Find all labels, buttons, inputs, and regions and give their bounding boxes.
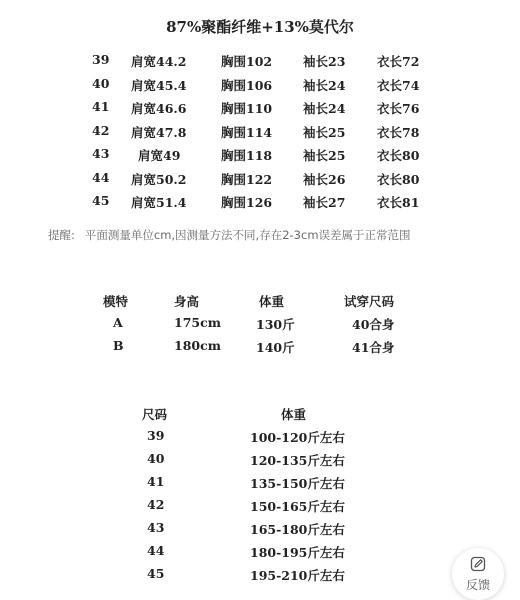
size-value: 43 — [147, 520, 165, 535]
sleeve-length: 袖长25 — [303, 148, 346, 163]
weight-range: 135-150斤左右 — [250, 476, 345, 491]
weight-range: 195-210斤左右 — [250, 568, 345, 583]
size-value: 43 — [92, 146, 110, 161]
size-value: 39 — [92, 52, 110, 67]
fit-size-header: 试穿尺码 — [344, 294, 395, 309]
size-value: 41 — [147, 474, 165, 489]
size-chart-row — [0, 52, 520, 76]
tip-text: 平面测量单位cm,因测量方法不同,存在2-3cm误差属于正常范围 — [84, 228, 411, 242]
model-fit-size: 41合身 — [352, 340, 395, 355]
weight-header: 体重 — [281, 407, 307, 422]
weight-row — [0, 451, 520, 474]
size-chart — [0, 52, 520, 217]
weight-row — [0, 474, 520, 497]
shoulder-width: 肩宽45.4 — [131, 77, 187, 93]
chest-measure: 胸围102 — [221, 54, 273, 69]
weight-range: 120-135斤左右 — [250, 453, 345, 468]
sleeve-length: 袖长25 — [303, 124, 346, 140]
size-chart-row — [0, 123, 520, 147]
size-value: 40 — [147, 451, 165, 466]
model-row — [0, 338, 520, 361]
model-table-header — [0, 292, 520, 315]
weight-table-header — [0, 405, 520, 428]
size-value: 45 — [147, 566, 165, 581]
garment-length: 衣长76 — [377, 101, 420, 116]
size-value: 44 — [92, 169, 110, 185]
weight-row — [0, 543, 520, 566]
model-height: 175cm — [174, 315, 221, 330]
weight-row — [0, 428, 520, 451]
model-fit-size: 40合身 — [352, 317, 395, 332]
model-name: B — [113, 338, 124, 353]
feedback-button[interactable] — [452, 548, 504, 600]
measurement-tip — [48, 227, 411, 243]
sleeve-length: 袖长26 — [303, 171, 346, 187]
shoulder-width: 肩宽51.4 — [131, 195, 187, 210]
fabric-title: 87%聚酯纤维+13%莫代尔 — [166, 18, 354, 36]
size-value: 41 — [92, 99, 110, 114]
garment-length: 衣长74 — [377, 77, 420, 93]
weight-row — [0, 497, 520, 520]
size-value: 39 — [147, 428, 165, 443]
sleeve-length: 袖长23 — [303, 54, 346, 69]
shoulder-width: 肩宽50.2 — [131, 171, 187, 187]
height-header: 身高 — [174, 294, 200, 309]
shoulder-width: 肩宽44.2 — [131, 54, 187, 69]
sleeve-length: 袖长24 — [303, 77, 346, 93]
weight-recommendation-table — [0, 405, 520, 589]
size-chart-row — [0, 99, 520, 123]
feedback-label: 反馈 — [465, 578, 490, 592]
weight-row — [0, 520, 520, 543]
model-weight: 130斤 — [256, 317, 295, 332]
chest-measure: 胸围122 — [221, 171, 273, 187]
model-table — [0, 292, 520, 361]
weight-range: 165-180斤左右 — [250, 522, 345, 537]
size-chart-row — [0, 170, 520, 194]
size-chart-row — [0, 76, 520, 100]
chest-measure: 胸围106 — [221, 77, 273, 93]
garment-length: 衣长81 — [377, 195, 420, 210]
sleeve-length: 袖长24 — [303, 101, 346, 116]
model-name: A — [113, 315, 123, 330]
garment-length: 衣长72 — [377, 54, 420, 69]
size-value: 42 — [92, 122, 110, 138]
chest-measure: 胸围110 — [221, 101, 273, 116]
size-value: 42 — [147, 497, 165, 512]
sleeve-length: 袖长27 — [303, 195, 346, 210]
weight-row — [0, 566, 520, 589]
garment-length: 衣长78 — [377, 124, 420, 140]
size-value: 45 — [92, 193, 110, 208]
model-height: 180cm — [174, 338, 221, 353]
weight-range: 100-120斤左右 — [250, 430, 345, 445]
size-chart-row — [0, 193, 520, 217]
weight-header: 体重 — [259, 294, 285, 309]
model-header: 模特 — [103, 294, 129, 309]
weight-range: 180-195斤左右 — [250, 545, 345, 560]
edit-icon — [470, 556, 486, 572]
chest-measure: 胸围118 — [221, 148, 273, 163]
model-row — [0, 315, 520, 338]
model-weight: 140斤 — [256, 340, 295, 355]
size-chart-row — [0, 146, 520, 170]
size-value: 44 — [147, 543, 165, 558]
shoulder-width: 肩宽47.8 — [131, 124, 187, 140]
shoulder-width: 肩宽46.6 — [131, 101, 187, 116]
size-value: 40 — [92, 75, 110, 91]
garment-length: 衣长80 — [377, 171, 420, 187]
chest-measure: 胸围126 — [221, 195, 273, 210]
size-header: 尺码 — [142, 407, 168, 422]
weight-range: 150-165斤左右 — [250, 499, 345, 514]
shoulder-width: 肩宽49 — [138, 148, 181, 163]
tip-label: 提醒: — [48, 228, 75, 242]
garment-length: 衣长80 — [377, 148, 420, 163]
chest-measure: 胸围114 — [221, 124, 273, 140]
